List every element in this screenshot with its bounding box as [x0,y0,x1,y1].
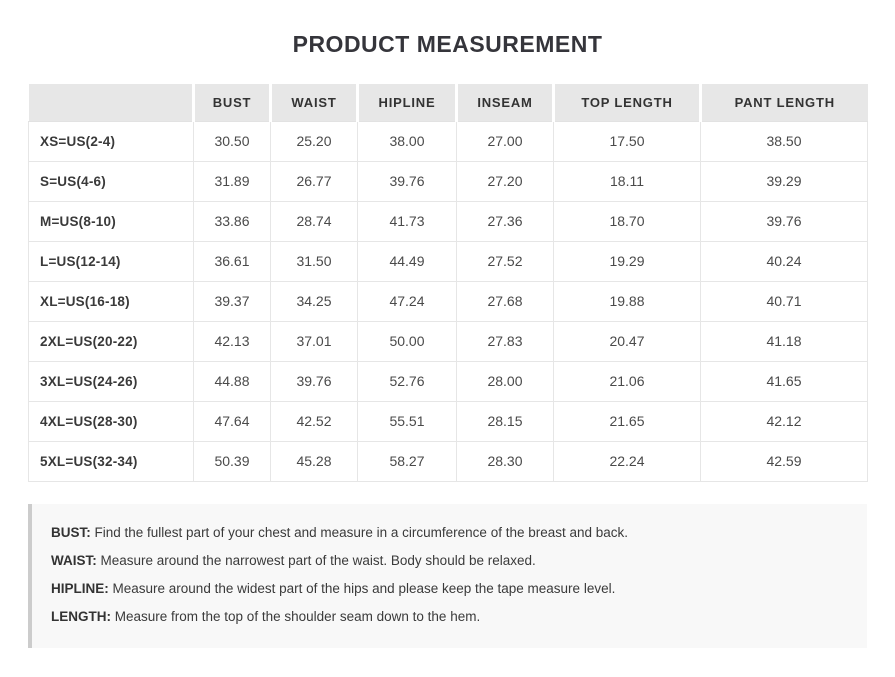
measurement-value: 41.18 [701,321,868,361]
measurement-value: 25.20 [271,121,358,161]
measurement-value: 38.50 [701,121,868,161]
note-line [51,547,847,575]
size-label: S=US(4-6) [29,161,194,201]
measurement-value: 22.24 [554,441,701,481]
measurement-value: 42.13 [194,321,271,361]
note-text: Find the fullest part of your chest and measure in a circumference of the breast and back. [90,524,629,540]
measurement-table-body [29,121,868,481]
column-header: INSEAM [457,84,554,121]
table-row [29,161,868,201]
measurement-value: 28.30 [457,441,554,481]
note-line [51,519,847,547]
size-label: 4XL=US(28-30) [29,401,194,441]
size-label: L=US(12-14) [29,241,194,281]
size-column-header [29,84,194,121]
measurement-value: 39.76 [271,361,358,401]
measurement-value: 42.59 [701,441,868,481]
measurement-value: 47.64 [194,401,271,441]
measurement-value: 50.39 [194,441,271,481]
table-row [29,241,868,281]
measurement-value: 28.00 [457,361,554,401]
note-label: WAIST: [51,552,97,568]
table-row [29,281,868,321]
size-label: XS=US(2-4) [29,121,194,161]
measurement-value: 39.29 [701,161,868,201]
table-row [29,201,868,241]
measurement-table [28,84,868,482]
measurement-value: 44.88 [194,361,271,401]
measurement-value: 27.20 [457,161,554,201]
measurement-value: 34.25 [271,281,358,321]
measurement-value: 52.76 [358,361,457,401]
note-text: Measure around the widest part of the hips and please keep the tape measure level. [108,580,616,596]
measurement-value: 27.36 [457,201,554,241]
measurement-value: 55.51 [358,401,457,441]
measurement-value: 42.12 [701,401,868,441]
measurement-value: 28.15 [457,401,554,441]
size-label: 2XL=US(20-22) [29,321,194,361]
measurement-value: 28.74 [271,201,358,241]
measurement-value: 40.71 [701,281,868,321]
size-label: XL=US(16-18) [29,281,194,321]
measurement-value: 47.24 [358,281,457,321]
measurement-value: 38.00 [358,121,457,161]
table-row [29,361,868,401]
note-text: Measure from the top of the shoulder seam down to the hem. [111,608,481,624]
page-title: PRODUCT MEASUREMENT [292,31,603,57]
measurement-value: 26.77 [271,161,358,201]
measurement-value: 27.00 [457,121,554,161]
measurement-value: 27.52 [457,241,554,281]
column-header: TOP LENGTH [554,84,701,121]
measurement-value: 18.70 [554,201,701,241]
measurement-value: 21.06 [554,361,701,401]
measurement-notes [28,504,867,648]
measurement-value: 58.27 [358,441,457,481]
column-header: BUST [194,84,271,121]
measurement-value: 50.00 [358,321,457,361]
measurement-value: 31.89 [194,161,271,201]
table-row [29,121,868,161]
table-row [29,401,868,441]
table-header-row [29,84,868,121]
table-row [29,441,868,481]
measurement-value: 39.76 [358,161,457,201]
measurement-value: 21.65 [554,401,701,441]
note-line [51,603,847,631]
column-header: HIPLINE [358,84,457,121]
measurement-value: 41.65 [701,361,868,401]
measurement-value: 19.88 [554,281,701,321]
note-label: BUST: [51,524,91,540]
note-line [51,575,847,603]
measurement-value: 30.50 [194,121,271,161]
size-label: 3XL=US(24-26) [29,361,194,401]
measurement-value: 20.47 [554,321,701,361]
table-row [29,321,868,361]
measurement-value: 41.73 [358,201,457,241]
measurement-value: 18.11 [554,161,701,201]
measurement-value: 40.24 [701,241,868,281]
size-label: M=US(8-10) [29,201,194,241]
measurement-value: 33.86 [194,201,271,241]
measurement-value: 39.37 [194,281,271,321]
column-header: PANT LENGTH [701,84,868,121]
note-label: HIPLINE: [51,580,109,596]
measurement-value: 27.83 [457,321,554,361]
measurement-value: 45.28 [271,441,358,481]
measurement-value: 44.49 [358,241,457,281]
note-text: Measure around the narrowest part of the waist. Body should be relaxed. [96,552,536,568]
measurement-value: 19.29 [554,241,701,281]
column-header: WAIST [271,84,358,121]
note-label: LENGTH: [51,608,111,624]
measurement-value: 27.68 [457,281,554,321]
measurement-value: 39.76 [701,201,868,241]
measurement-value: 31.50 [271,241,358,281]
measurement-value: 36.61 [194,241,271,281]
measurement-value: 17.50 [554,121,701,161]
measurement-value: 42.52 [271,401,358,441]
size-label: 5XL=US(32-34) [29,441,194,481]
measurement-value: 37.01 [271,321,358,361]
